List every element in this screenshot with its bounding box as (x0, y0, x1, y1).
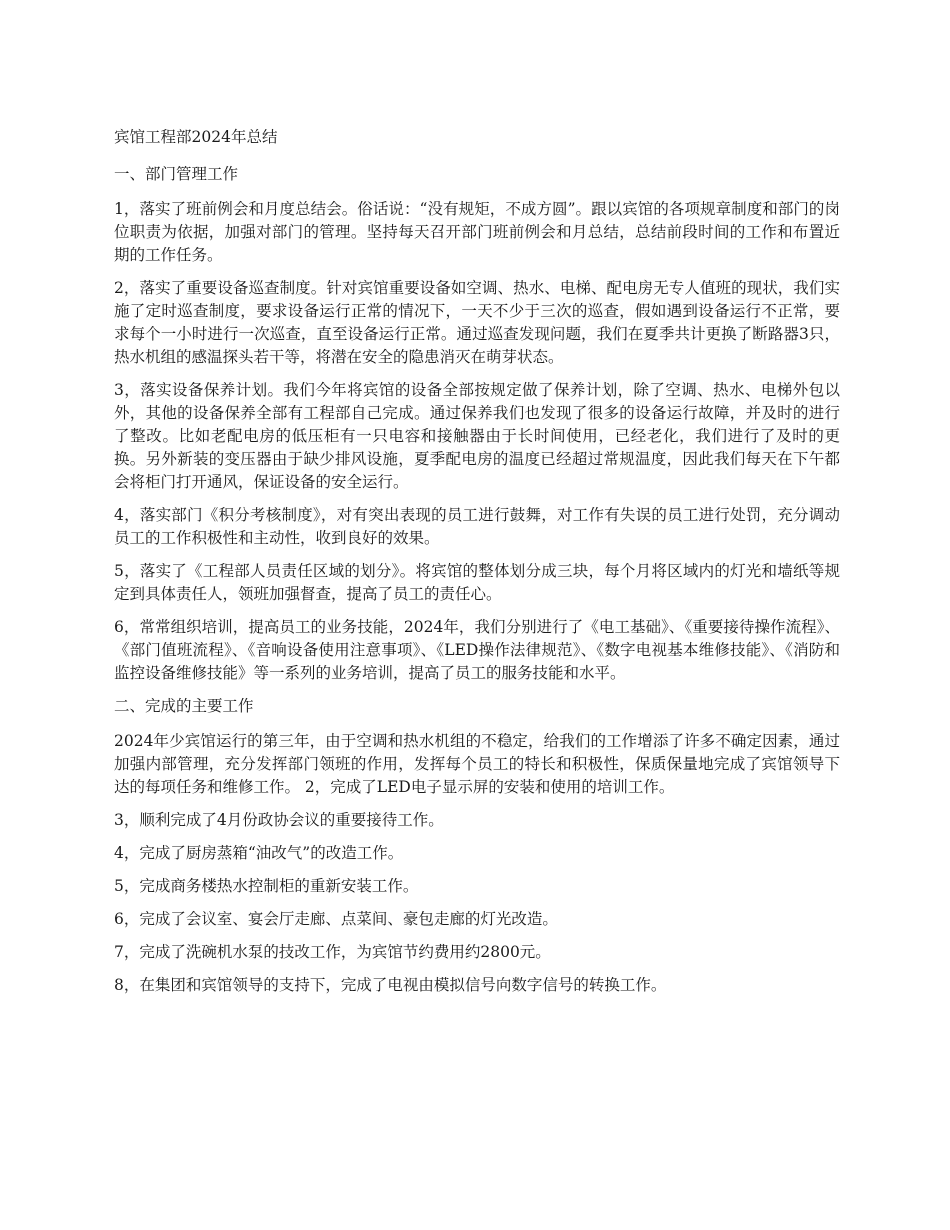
paragraph: 7，完成了洗碗机水泵的技改工作，为宾馆节约费用约2800元。 (114, 943, 551, 961)
paragraph: 8，在集团和宾馆领导的支持下，完成了电视由模拟信号向数字信号的转换工作。 (114, 976, 667, 994)
paragraph: 6，完成了会议室、宴会厅走廊、点菜间、豪包走廊的灯光改造。 (114, 910, 558, 928)
paragraph: 2024年少宾馆运行的第三年，由于空调和热水机组的不稳定，给我们的工作增添了许多不确定因素，通过加强内部管理，充分发挥部门领班的作用，发挥每个员工的特长和积极性，保质保量地完成了宾馆领导下达的每项任务和维修工作。 2，完成了LED电子显示屏的安装和使用的培训工作。 (114, 732, 840, 796)
paragraph: 3，顺利完成了4月份政协会议的重要接待工作。 (114, 811, 444, 829)
paragraph: 4，落实部门《积分考核制度》，对有突出表现的员工进行鼓舞，对工作有失误的员工进行处罚，充分调动员工的工作积极性和主动性，收到良好的效果。 (114, 506, 840, 547)
paragraph: 1，落实了班前例会和月度总结会。俗话说：“没有规矩，不成方圆”。跟以宾馆的各项规章制度和部门的岗位职责为依据，加强对部门的管理。坚持每天召开部门班前例会和月总结，总结前段时间的工作和布置近期的工作任务。 (114, 200, 840, 264)
paragraph: 5，落实了《工程部人员责任区域的划分》。将宾馆的整体划分成三块，每个月将区域内的灯光和墙纸等规定到具体责任人，领班加强督查，提高了员工的责任心。 (114, 562, 840, 603)
document-body (114, 126, 840, 1007)
document-title: 宾馆工程部2024年总结 (114, 128, 278, 146)
section-heading-main-work: 二、完成的主要工作 (114, 697, 254, 715)
paragraph: 3，落实设备保养计划。我们今年将宾馆的设备全部按规定做了保养计划，除了空调、热水、电梯外包以外，其他的设备保养全部有工程部自己完成。通过保养我们也发现了很多的设备运行故障，并及时的进行了整改。比如老配电房的低压柜有一只电容和接触器由于长时间使用，已经老化，我们进行了及时的更换。另外新装的变压器由于缺少排风设施，夏季配电房的温度已经超过常规温度，因此我们每天在下午都会将柜门打开通风，保证设备的安全运行。 (114, 381, 840, 491)
paragraph: 5，完成商务楼热水控制柜的重新安装工作。 (114, 877, 419, 895)
paragraph: 2，落实了重要设备巡查制度。针对宾馆重要设备如空调、热水、电梯、配电房无专人值班的现状，我们实施了定时巡查制度，要求设备运行正常的情况下，一天不少于三次的巡查，假如遇到设备运行不正常，要求每个一小时进行一次巡查，直至设备运行正常。通过巡查发现问题，我们在夏季共计更换了断路器3只，热水机组的感温探头若干等，将潜在安全的隐患消灭在萌芽状态。 (114, 279, 840, 366)
paragraph: 4，完成了厨房蒸箱“油改气”的改造工作。 (114, 844, 404, 862)
section-heading-management: 一、部门管理工作 (114, 165, 239, 183)
paragraph: 6，常常组织培训，提高员工的业务技能，2024年，我们分别进行了《电工基础》、《重要接待操作流程》、《部门值班流程》、《音响设备使用注意事项》、《LED操作法律规范》、《数字电视基本维修技能》、《消防和监控设备维修技能》等一系列的业务培训，提高了员工的服务技能和水平。 (114, 618, 840, 682)
